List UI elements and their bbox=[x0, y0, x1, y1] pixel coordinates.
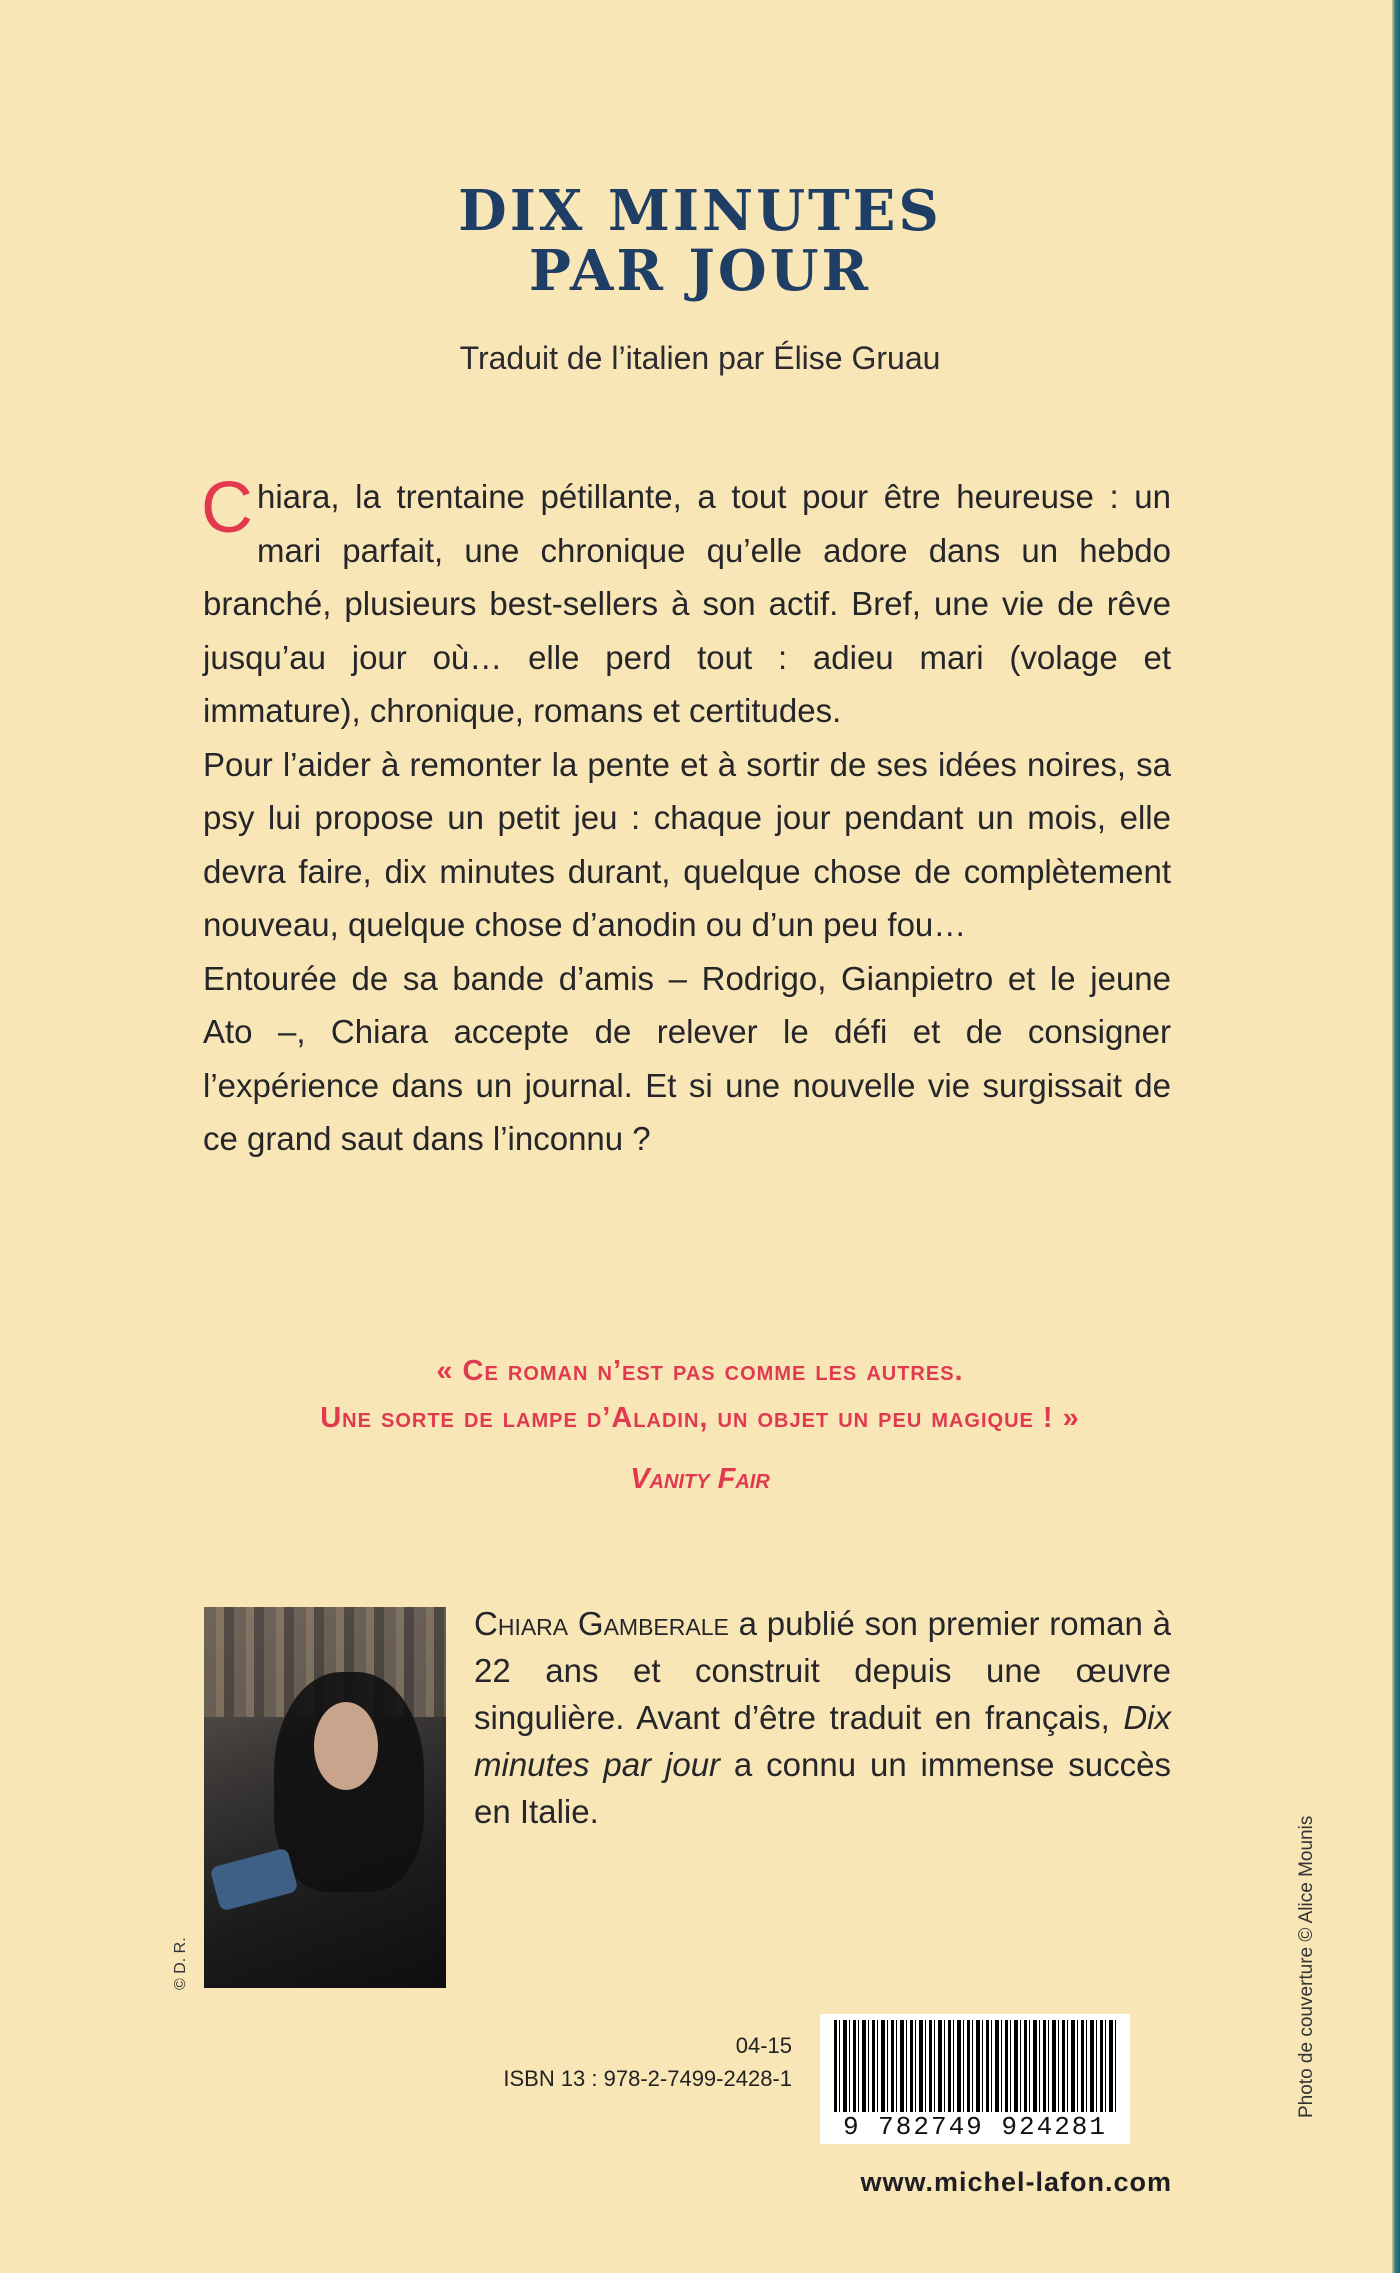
publisher-website: www.michel-lafon.com bbox=[860, 2167, 1172, 2197]
author-name: Chiara Gamberale bbox=[474, 1605, 729, 1642]
author-bio-text-a: a publié son premier roman à 22 ans et construit depuis une œuvre singulière. Avant d’être traduit en français, bbox=[474, 1605, 1171, 1736]
author-bio-paragraph bbox=[474, 1600, 1171, 1835]
summary-paragraph-3: Entourée de sa bande d’amis – Rodrigo, Gianpietro et le jeune Ato –, Chiara accepte de relever le défi et de consigner l’expérience dans un journal. Et si une nouvelle vie surgissait de ce grand saut dans l’inconnu ? bbox=[203, 959, 1171, 1157]
edition-code: 04-15 bbox=[735, 2033, 792, 2058]
isbn: ISBN 13 : 978-2-7499-2428-1 bbox=[503, 2066, 792, 2091]
press-quote-line-2: Une sorte de lampe d’Aladin, un objet un peu magique ! » bbox=[320, 1402, 1080, 1434]
summary bbox=[203, 470, 1171, 1166]
book-title-line-2: PAR JOUR bbox=[528, 238, 872, 304]
author-jeans bbox=[210, 1847, 299, 1911]
press-quote-source: Vanity Fair bbox=[630, 1463, 770, 1495]
author-bio-text-b: a connu un immense succès en Italie. bbox=[474, 1746, 1172, 1830]
author-photo bbox=[204, 1607, 446, 1988]
barcode-bars bbox=[834, 2020, 1116, 2112]
author-face bbox=[314, 1702, 378, 1790]
summary-paragraph-2: Pour l’aider à remonter la pente et à sortir de ses idées noires, sa psy lui propose un petit jeu : chaque jour pendant un mois, elle devra faire, dix minutes durant, quelque chose de complètement nouveau, quelque chose d’anodin ou d’un peu fou… bbox=[203, 745, 1171, 943]
barcode bbox=[820, 2014, 1130, 2144]
book-title-line-1: DIX MINUTES bbox=[458, 178, 942, 244]
summary-paragraph-1-text: hiara, la trentaine pétillante, a tout pour être heureuse : un mari parfait, une chronique qu’elle adore dans un hebdo branché, plusieurs best-sellers à son actif. Bref, une vie de rêve jusqu’au jour où… elle perd tout : adieu mari (volage et immature), chronique, romans et certitudes. bbox=[203, 478, 1171, 729]
translator-credit: Traduit de l’italien par Élise Gruau bbox=[459, 340, 941, 376]
cover-photo-credit: Photo de couverture © Alice Mounis bbox=[1296, 1815, 1317, 2118]
photo-credit: © D. R. bbox=[172, 1937, 189, 1990]
author-bio bbox=[474, 1600, 1171, 1835]
summary-paragraph-1 bbox=[203, 470, 1171, 738]
press-quote-line-1: « Ce roman n’est pas comme les autres. bbox=[436, 1355, 964, 1387]
barcode-digits: 9 782749 924281 bbox=[842, 2112, 1108, 2142]
book-title-italic: Dix minutes par jour bbox=[474, 1699, 1171, 1783]
drop-cap: C bbox=[201, 468, 253, 548]
